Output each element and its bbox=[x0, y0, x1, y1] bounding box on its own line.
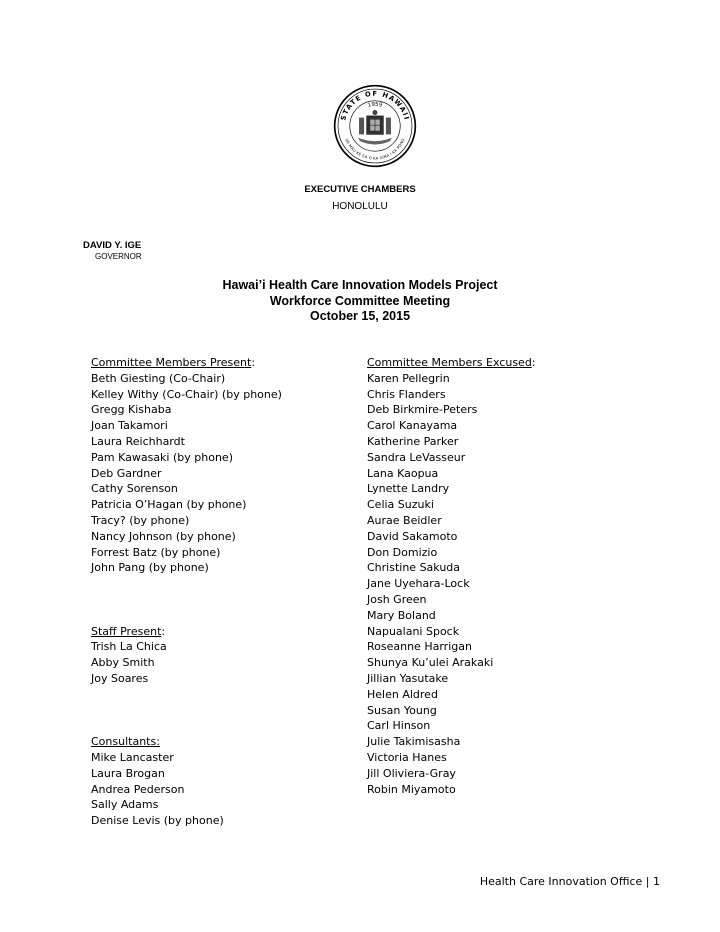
attendee-name: Abby Smith bbox=[91, 656, 155, 670]
attendee-name: Katherine Parker bbox=[367, 434, 459, 448]
attendee-name: Trish La Chica bbox=[91, 640, 167, 654]
title-line-3: October 15, 2015 bbox=[309, 309, 411, 323]
attendee-name: Celia Suzuki bbox=[367, 498, 434, 512]
seal-top-text: STATE OF HAWAII bbox=[339, 89, 411, 122]
attendee-name: Aurae Beidler bbox=[367, 513, 442, 527]
attendee-name: Gregg Kishaba bbox=[91, 403, 172, 417]
governor-name: DAVID Y. IGE bbox=[83, 240, 142, 251]
attendee-name: Jill Oliviera-Gray bbox=[367, 766, 456, 780]
document-title bbox=[0, 278, 720, 325]
attendee-name: Carl Hinson bbox=[367, 719, 431, 733]
present-list bbox=[91, 371, 282, 576]
page-number: 1 bbox=[653, 875, 660, 888]
attendee-name: Laura Brogan bbox=[91, 766, 165, 780]
attendee-name: Deb Birkmire-Peters bbox=[367, 403, 478, 417]
attendee-name: Patricia O’Hagan (by phone) bbox=[91, 498, 247, 512]
attendee-name: Forrest Batz (by phone) bbox=[91, 545, 221, 559]
attendee-name: Andrea Pederson bbox=[91, 782, 185, 796]
attendee-name: Victoria Hanes bbox=[367, 750, 447, 764]
footer-office: Health Care Innovation Office bbox=[479, 875, 643, 888]
attendee-name: Deb Gardner bbox=[91, 466, 162, 480]
attendee-name: David Sakamoto bbox=[367, 529, 458, 543]
attendee-name: Don Domizio bbox=[367, 545, 438, 559]
page-footer bbox=[480, 875, 660, 888]
attendee-name: Nancy Johnson (by phone) bbox=[91, 529, 236, 543]
attendee-name: Roseanne Harrigan bbox=[367, 640, 472, 654]
excused-heading: Committee Members Excused: bbox=[367, 356, 536, 369]
state-seal-icon bbox=[333, 84, 417, 168]
attendees-column bbox=[91, 355, 282, 829]
footer-separator: | bbox=[645, 875, 650, 888]
attendee-name: Christine Sakuda bbox=[367, 561, 461, 575]
attendee-name: Cathy Sorenson bbox=[91, 482, 178, 496]
office-city: HONOLULU bbox=[332, 201, 388, 212]
present-heading: Committee Members Present: bbox=[91, 356, 256, 369]
attendee-name: Mike Lancaster bbox=[91, 750, 174, 764]
attendee-name: Tracy? (by phone) bbox=[91, 513, 190, 527]
attendee-name: Sandra LeVasseur bbox=[367, 450, 466, 464]
attendee-name: Beth Giesting (Co-Chair) bbox=[91, 371, 226, 385]
attendee-name: Jane Uyehara-Lock bbox=[367, 577, 470, 591]
title-line-1: Hawai’i Health Care Innovation Models Project bbox=[222, 278, 498, 292]
attendee-name: Josh Green bbox=[367, 592, 427, 606]
title-line-2: Workforce Committee Meeting bbox=[269, 293, 451, 308]
excused-list bbox=[367, 371, 536, 798]
attendee-name: Lana Kaopua bbox=[367, 466, 439, 480]
attendee-name: Carol Kanayama bbox=[367, 419, 458, 433]
attendee-name: Napualani Spock bbox=[367, 624, 460, 638]
attendee-name: John Pang (by phone) bbox=[91, 561, 209, 575]
attendee-name: Lynette Landry bbox=[367, 482, 450, 496]
attendee-name: Helen Aldred bbox=[367, 687, 438, 701]
seal-year: 1959 bbox=[367, 101, 383, 109]
consultants-heading: Consultants: bbox=[91, 735, 160, 749]
attendee-name: Joy Soares bbox=[91, 671, 149, 685]
attendee-name: Chris Flanders bbox=[367, 387, 446, 401]
office-name: EXECUTIVE CHAMBERS bbox=[304, 184, 416, 195]
attendee-name: Kelley Withy (Co-Chair) (by phone) bbox=[91, 387, 282, 401]
attendee-name: Sally Adams bbox=[91, 798, 159, 812]
attendee-name: Pam Kawasaki (by phone) bbox=[91, 450, 233, 464]
attendee-name: Denise Levis (by phone) bbox=[91, 814, 224, 828]
attendee-name: Susan Young bbox=[367, 703, 437, 717]
staff-heading: Staff Present: bbox=[91, 624, 166, 638]
excused-column bbox=[367, 355, 536, 797]
attendee-name: Mary Boland bbox=[367, 608, 436, 622]
seal-motto: UA MAU KE EA O KA AINA I KA PONO bbox=[344, 137, 406, 161]
attendee-name: Robin Miyamoto bbox=[367, 782, 456, 796]
attendee-name: Laura Reichhardt bbox=[91, 434, 185, 448]
governor-title: GOVERNOR bbox=[95, 252, 142, 261]
consultants-list bbox=[91, 750, 282, 829]
attendee-name: Karen Pellegrin bbox=[367, 371, 450, 385]
attendee-name: Jillian Yasutake bbox=[367, 671, 449, 685]
attendee-name: Julie Takimisasha bbox=[367, 735, 461, 749]
attendee-name: Joan Takamori bbox=[91, 419, 168, 433]
staff-list bbox=[91, 639, 282, 686]
attendee-name: Shunya Ku’ulei Arakaki bbox=[367, 656, 494, 670]
